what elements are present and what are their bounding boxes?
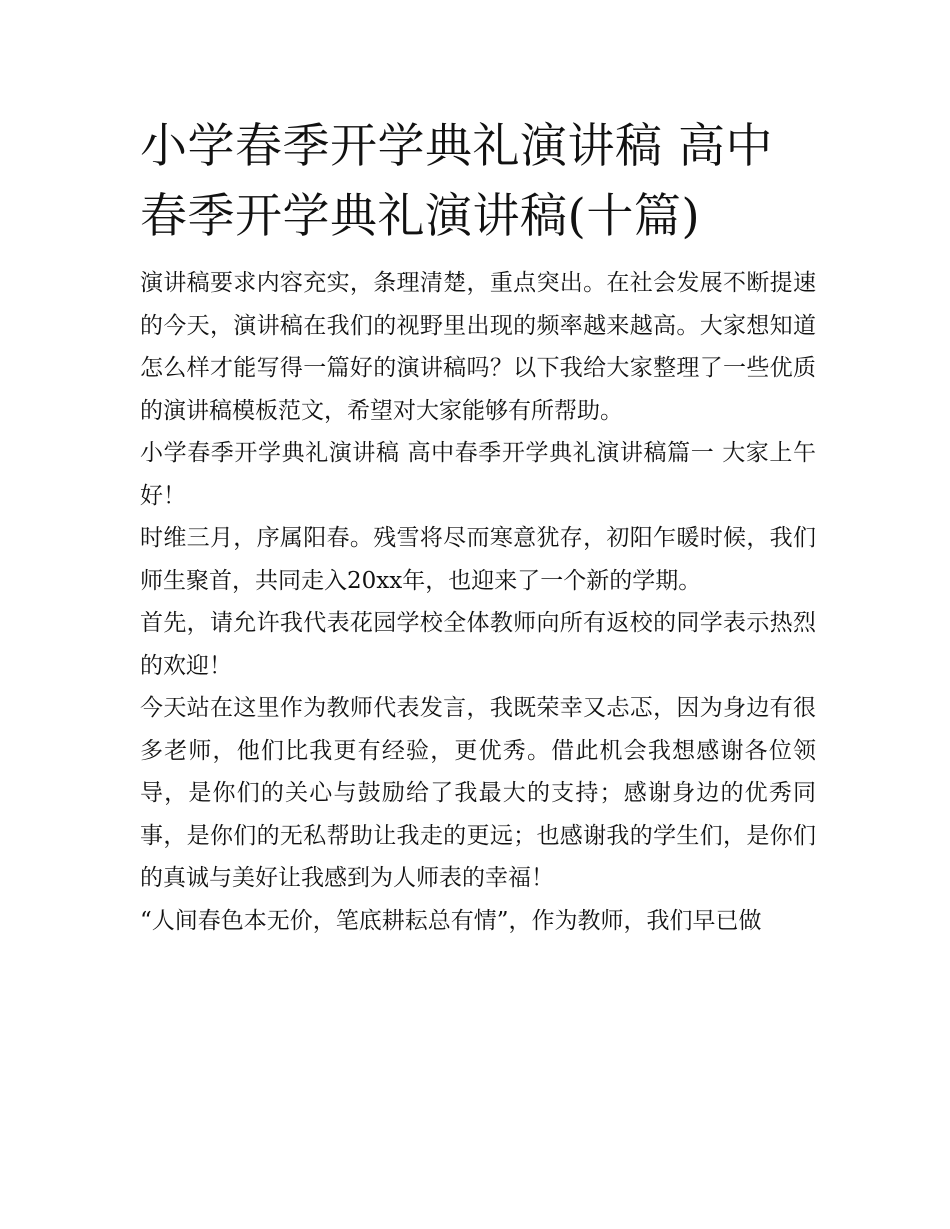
paragraph-welcome: 首先，请允许我代表花园学校全体教师向所有返校的同学表示热烈的欢迎！ bbox=[140, 610, 816, 679]
document-body bbox=[140, 112, 816, 942]
paragraph-thanks: 今天站在这里作为教师代表发言，我既荣幸又忐忑，因为身边有很多老师，他们比我更有经验，更优秀。借此机会我想感谢各位领导，是你们的关心与鼓励给了我最大的支持；感谢身边的优秀同事，是你们的无私帮助让我走的更远；也感谢我的学生们，是你们的真诚与美好让我感到为人师表的幸福！ bbox=[140, 695, 816, 891]
paragraph-intro: 演讲稿要求内容充实，条理清楚，重点突出。在社会发展不断提速的今天，演讲稿在我们的视野里出现的频率越来越高。大家想知道怎么样才能写得一篇好的演讲稿吗？以下我给大家整理了一些优质的演讲稿模板范文，希望对大家能够有所帮助。 bbox=[140, 270, 816, 424]
paragraph-section-heading: 小学春季开学典礼演讲稿 高中春季开学典礼演讲稿篇一 大家上午好！ bbox=[140, 440, 816, 509]
paragraph-spring: 时维三月，序属阳春。残雪将尽而寒意犹存，初阳乍暖时候，我们师生聚首，共同走入20xx年，也迎来了一个新的学期。 bbox=[140, 525, 816, 594]
paragraph-quote: “人间春色本无价，笔底耕耘总有情”，作为教师，我们早已做 bbox=[140, 907, 762, 934]
document-title: 小学春季开学典礼演讲稿 高中春季开学典礼演讲稿(十篇) bbox=[140, 119, 773, 244]
